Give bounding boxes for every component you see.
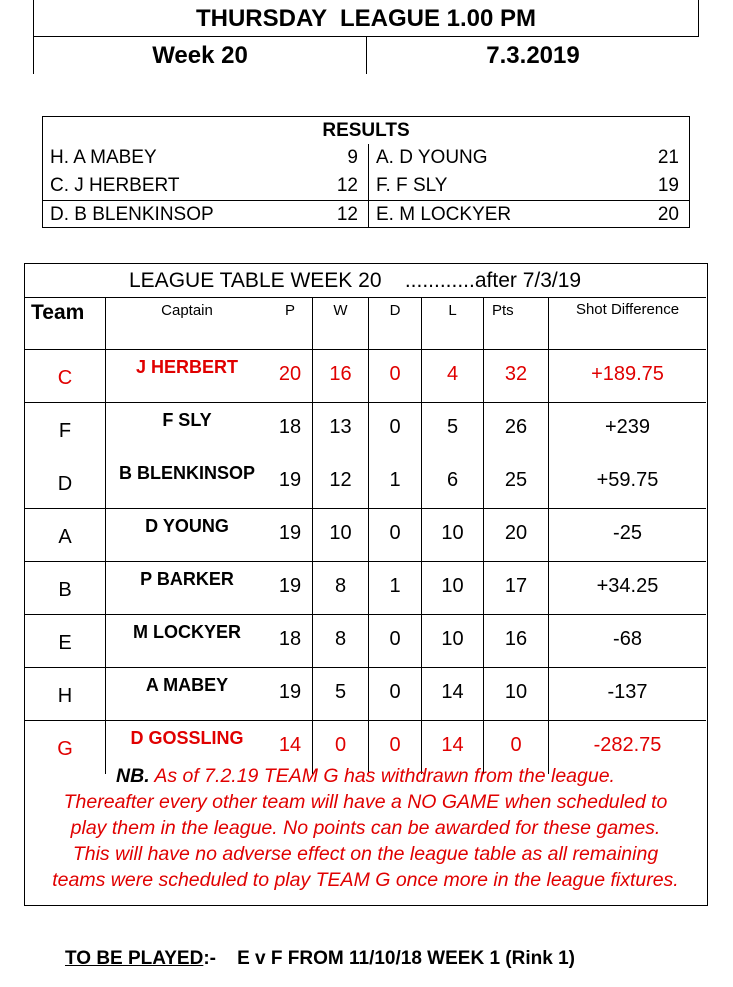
played-cell: 18 [268,403,313,456]
points-cell: 20 [504,522,528,544]
lost-cell: 5 [422,403,484,456]
home-team: C. J HERBERT [50,175,180,196]
league-title: THURSDAY LEAGUE 1.00 PM [33,0,699,37]
played-cell: 19 [268,562,313,614]
captain-cell: A MABEY [145,675,229,695]
team-cell: D [25,456,106,508]
won-cell: 10 [313,509,369,561]
drawn-cell: 1 [369,456,422,508]
captain-cell: F SLY [162,410,212,430]
drawn-cell: 0 [369,350,422,402]
lost-cell: 14 [422,721,484,774]
team-cell: C [25,350,106,402]
won-cell: 0 [313,721,369,774]
away-score: 21 [657,147,679,168]
week-date-row [33,37,699,74]
table-row [25,403,706,456]
lost-cell: 6 [422,456,484,508]
lost-cell: 4 [422,350,484,402]
lost-cell: 14 [422,668,484,720]
header-shot-difference: Shot Difference [548,298,706,349]
points-cell: 25 [504,469,528,491]
shot-difference-cell: -25 [548,509,706,561]
won-cell: 12 [313,456,369,508]
team-cell: A [25,509,106,561]
away-team: A. D YOUNG [376,147,488,168]
team-cell: F [25,403,106,456]
table-row [25,456,706,509]
shot-difference-cell: +189.75 [548,350,706,402]
table-row [25,509,706,562]
drawn-cell: 0 [369,721,422,774]
header-won: W [313,298,369,349]
away-score: 20 [657,204,679,225]
captain-cell: M LOCKYER [133,622,241,642]
captain-cell: P BARKER [140,569,234,589]
home-score: 12 [336,175,358,196]
note-line: As of 7.2.19 TEAM G has withdrawn from the league. [154,765,615,787]
shot-difference-cell: -68 [548,615,706,667]
lost-cell: 10 [422,509,484,561]
played-cell: 19 [268,509,313,561]
table-row [25,668,706,721]
shot-difference-cell: -137 [548,668,706,720]
home-team: D. B BLENKINSOP [50,204,214,225]
points-cell: 17 [504,575,528,597]
note-line: teams were scheduled to play TEAM G once more in the league fixtures. [52,869,679,891]
table-row [25,615,706,668]
note-prefix: NB. [116,765,150,787]
footer-label: TO BE PLAYED [65,948,204,969]
lost-cell: 10 [422,562,484,614]
away-team: F. F SLY [376,175,448,196]
captain-cell: B BLENKINSOP [118,463,255,483]
captain-cell: D GOSSLING [130,728,244,748]
drawn-cell: 0 [369,509,422,561]
withdrawal-note [25,763,706,893]
played-cell: 19 [268,456,313,508]
note-line: This will have no adverse effect on the league table as all remaining [72,843,659,865]
away-team: E. M LOCKYER [376,204,512,225]
shot-difference-cell: +239 [548,403,706,456]
table-header-row [25,297,706,350]
league-grid [25,297,706,774]
played-cell: 14 [268,721,313,774]
won-cell: 8 [313,562,369,614]
table-row [25,350,706,403]
header [33,0,699,74]
team-cell: H [25,668,106,720]
note-line: Thereafter every other team will have a NO GAME when scheduled to [63,791,668,813]
shot-difference-cell: +59.75 [548,456,706,508]
home-score: 9 [347,147,358,168]
header-points: Pts [492,302,514,319]
won-cell: 13 [313,403,369,456]
captain-cell: D YOUNG [145,516,229,536]
played-cell: 18 [268,615,313,667]
away-score: 19 [657,175,679,196]
results-box [42,116,690,228]
won-cell: 16 [313,350,369,402]
result-row [43,144,689,172]
captain-cell: J HERBERT [135,357,238,377]
drawn-cell: 0 [369,668,422,720]
played-cell: 20 [268,350,313,402]
league-table-title: LEAGUE TABLE WEEK 20 ............after 7/3/19 [129,269,582,292]
drawn-cell: 1 [369,562,422,614]
points-cell: 32 [504,363,528,385]
date-label: 7.3.2019 [486,42,580,69]
footer-fixture: :- E v F FROM 11/10/18 WEEK 1 (Rink 1) [203,948,575,969]
points-cell: 10 [504,681,528,703]
header-played: P [268,298,313,349]
points-cell: 26 [504,416,528,438]
header-lost: L [422,298,484,349]
won-cell: 5 [313,668,369,720]
header-captain: Captain [161,302,213,319]
table-body [25,350,706,774]
played-cell: 19 [268,668,313,720]
home-score: 12 [336,204,358,225]
table-row [25,562,706,615]
lost-cell: 10 [422,615,484,667]
drawn-cell: 0 [369,615,422,667]
shot-difference-cell: +34.25 [548,562,706,614]
points-cell: 0 [510,734,522,756]
results-title: RESULTS [322,120,410,141]
home-team: H. A MABEY [50,147,157,168]
header-drawn: D [369,298,422,349]
league-table [24,263,708,906]
result-row [43,200,689,228]
result-row [43,172,689,200]
week-label: Week 20 [33,37,367,74]
won-cell: 8 [313,615,369,667]
shot-difference-cell: -282.75 [548,721,706,774]
fixture-footer [65,948,575,970]
team-cell: E [25,615,106,667]
team-cell: G [25,721,106,774]
points-cell: 16 [504,628,528,650]
drawn-cell: 0 [369,403,422,456]
team-cell: B [25,562,106,614]
note-line: play them in the league. No points can be awarded for these games. [70,817,661,839]
header-team: Team [25,298,106,349]
